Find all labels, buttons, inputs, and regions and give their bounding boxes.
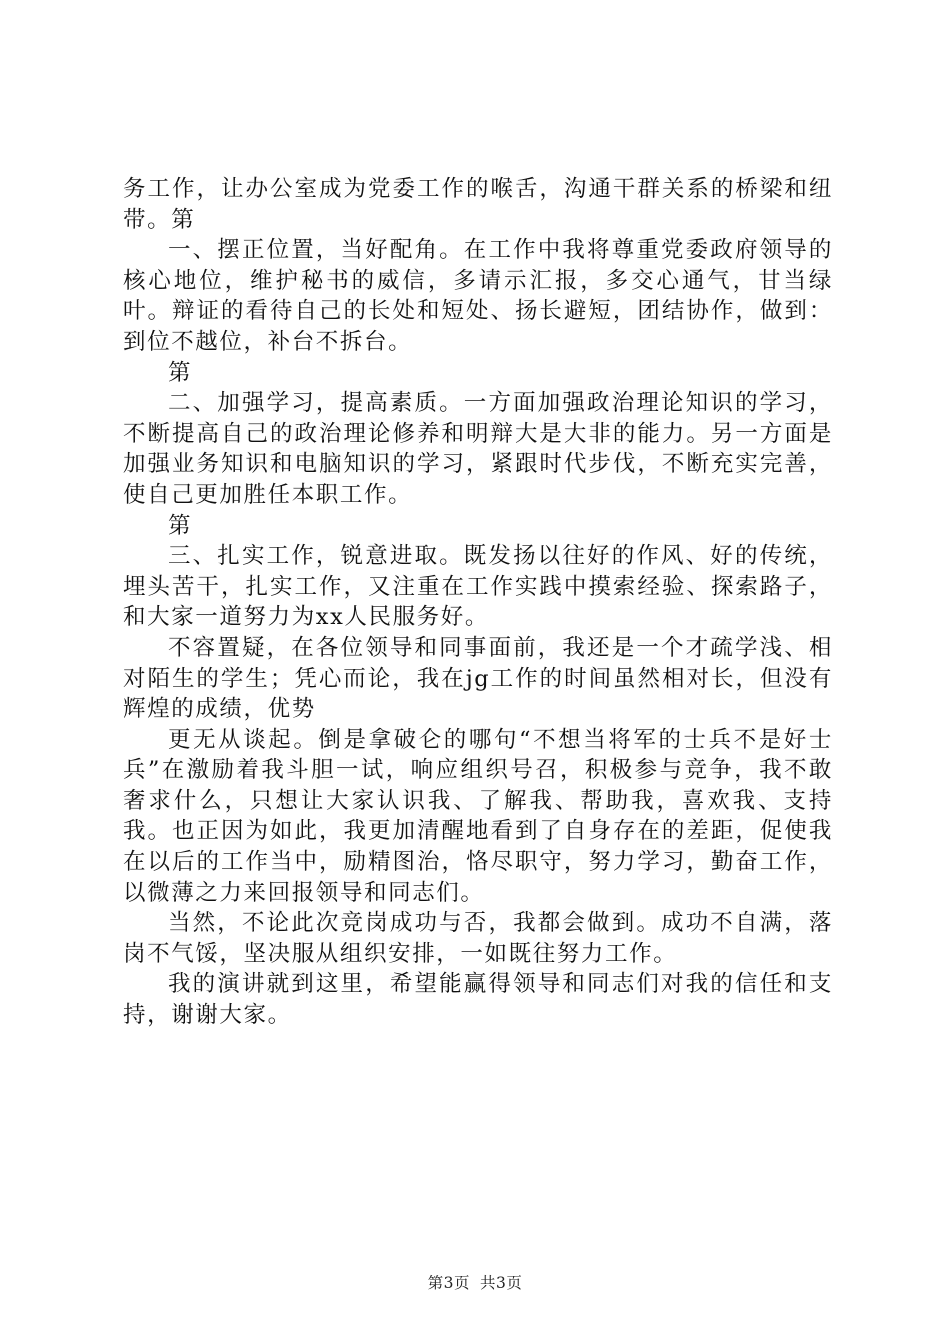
- page-number-total: 共3页: [480, 1274, 523, 1292]
- paragraph-motivation: 更无从谈起。倒是拿破仑的哪句“不想当将军的士兵不是好士兵”在激励着我斗胆一试，响应组织号召，积极参与竞争，我不敢奢求什么，只想让大家认识我、了解我、帮助我，喜欢我、支持我。也正因为如此，我更加清醒地看到了自身存在的差距，促使我在以后的工作当中，励精图治，恪尽职守，努力学习，勤奋工作，以微薄之力来回报领导和同志们。: [123, 726, 833, 906]
- paragraph-closing: 我的演讲就到这里，希望能赢得领导和同志们对我的信任和支持，谢谢大家。: [123, 971, 833, 1029]
- document-body: [123, 174, 833, 1031]
- paragraph-commitment: 当然，不论此次竞岗成功与否，我都会做到。成功不自满，落岗不气馁，坚决服从组织安排，一如既往努力工作。: [123, 910, 833, 967]
- paragraph-ordinal-marker: 第: [168, 512, 193, 539]
- page-footer: [0, 1271, 950, 1293]
- paragraph-ordinal-marker: 第: [168, 359, 193, 386]
- paragraph-point-two: 二、加强学习，提高素质。一方面加强政治理论知识的学习，不断提高自己的政治理论修养和明辩大是大非的能力。另一方面是加强业务知识和电脑知识的学习，紧跟时代步伐，不断充实完善，使自己更加胜任本职工作。: [123, 390, 833, 508]
- paragraph-continuation: 务工作，让办公室成为党委工作的喉舌，沟通干群关系的桥梁和纽带。第: [123, 176, 833, 233]
- paragraph-point-three: 三、扎实工作，锐意进取。既发扬以往好的作风、好的传统，埋头苦干，扎实工作，又注重在工作实践中摸索经验、探索路子，和大家一道努力为xx人民服务好。: [123, 543, 833, 631]
- page-number-current: 第3页: [427, 1274, 470, 1292]
- paragraph-self-assessment: 不容置疑，在各位领导和同事面前，我还是一个才疏学浅、相对陌生的学生；凭心而论，我在jg工作的时间虽然相对长，但没有辉煌的成绩，优势: [123, 634, 833, 723]
- paragraph-point-one: 一、摆正位置，当好配角。在工作中我将尊重党委政府领导的核心地位，维护秘书的威信，多请示汇报，多交心通气，甘当绿叶。辩证的看待自己的长处和短处、扬长避短，团结协作，做到：到位不越位，补台不拆台。: [123, 237, 833, 355]
